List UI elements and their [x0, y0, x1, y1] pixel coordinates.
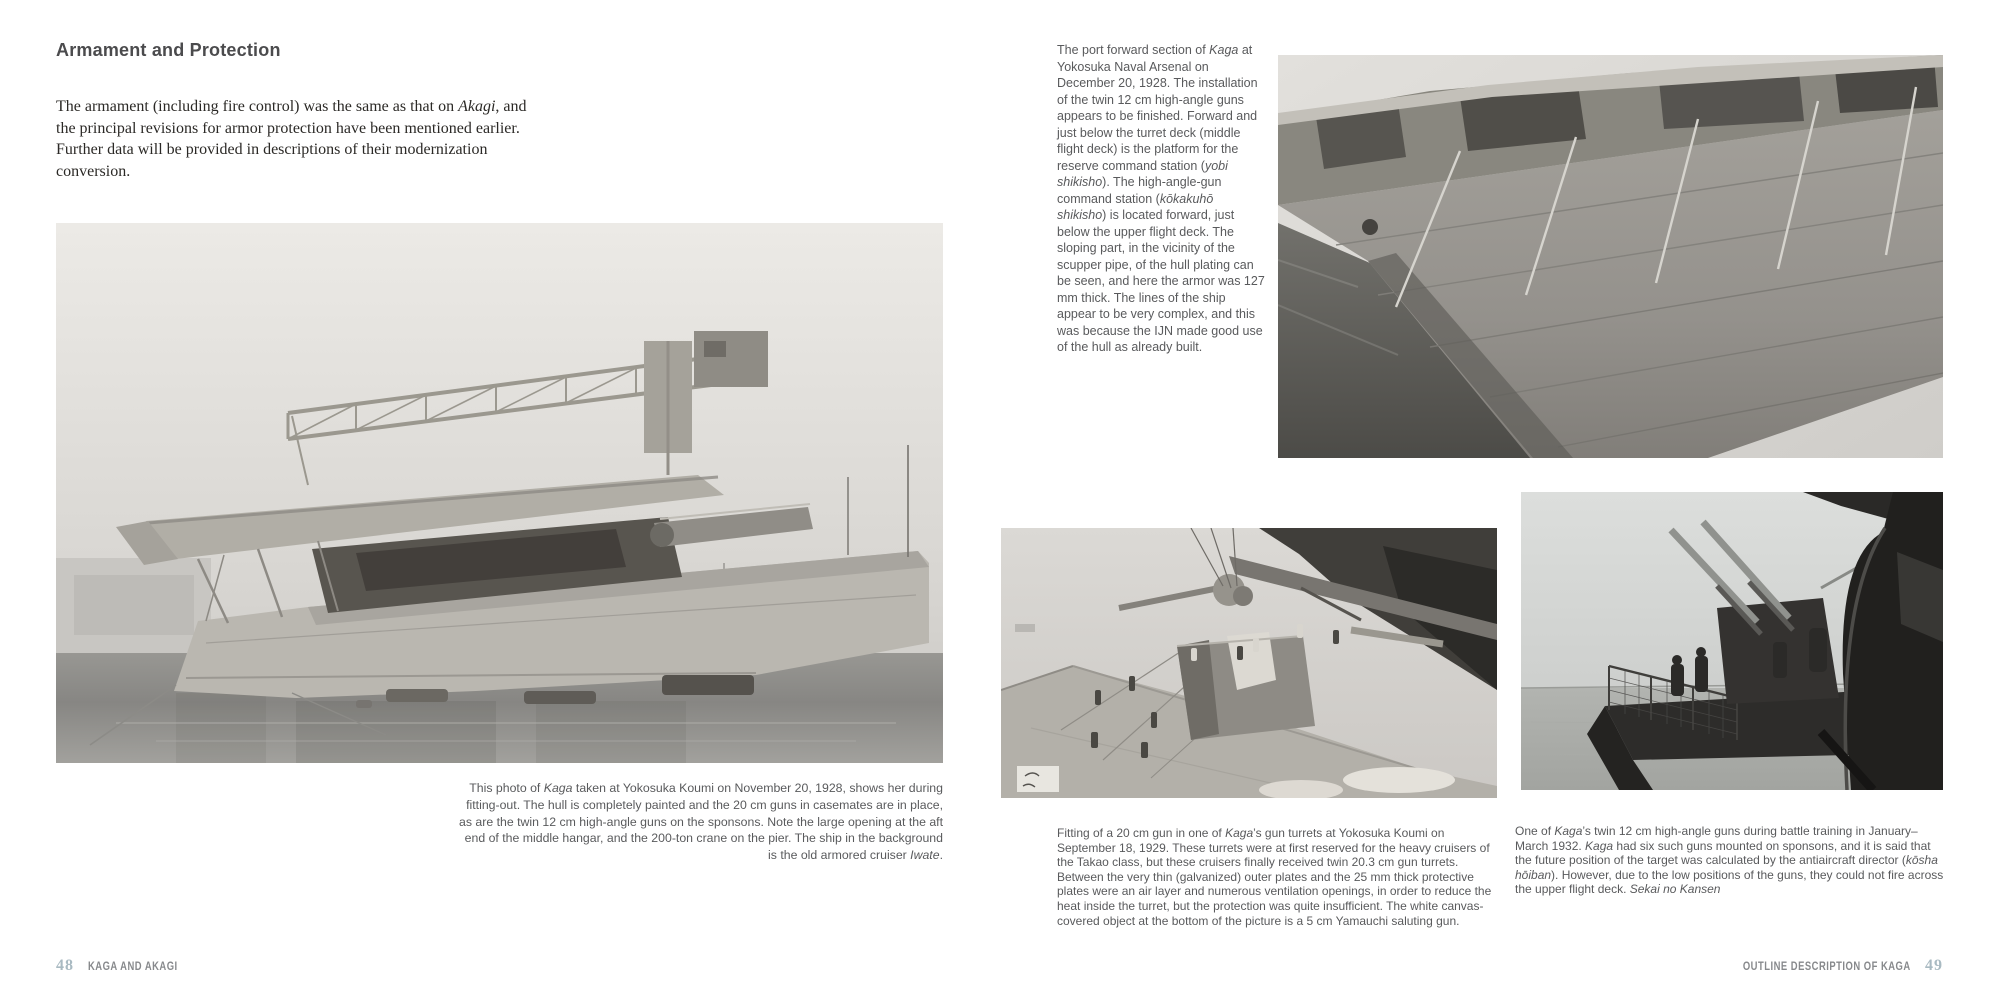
- caption-port-forward-section: The port forward section of Kaga at Yokosuka Naval Arsenal on December 20, 1928. The installation of the twin 12 cm high-angle guns appears to be finished. Forward and just below the turret deck (middle flight deck) is the platform for the reserve command station (yobi shikisho). The high-angle-gun command station (kōkakuhō shikisho) is located forward, just below the upper flight deck. The sloping part, in the vicinity of the scupper pipe, of the hull plating can be seen, and here the armor was 127 mm thick. The lines of the ship appear to be very complex, and this was because the IJN made good use of the hull as already built.: [1057, 43, 1265, 354]
- footer-right: [1706, 957, 1943, 975]
- caption-gun-fitting: Fitting of a 20 cm gun in one of Kaga’s gun turrets at Yokosuka Koumi on September 18, 1929. These turrets were at first reserved for the heavy cruisers of the Takao class, but these cruisers finally received twin 20.3 cm gun turrets. Between the very thin (galvanized) outer plates and the 25 mm thick protective plates were an air layer and numerous ventilation openings, in order to reduce the heat inside the turret, but the protection was quite insufficient. The white canvas-covered object at the bottom of the picture is a 5 cm Yamauchi saluting gun.: [1057, 826, 1492, 928]
- footer-left: [56, 957, 197, 975]
- photo-gun-fitting-art: [1001, 528, 1497, 798]
- photo-kaga-fitting-out-art: [56, 223, 943, 763]
- photo-port-forward-section: [1278, 55, 1943, 458]
- photo-kaga-fitting-out: [56, 223, 943, 763]
- photo-port-forward-section-art: [1278, 55, 1943, 458]
- caption-high-angle-gun: One of Kaga’s twin 12 cm high-angle guns during battle training in January–March 1932. Kaga had six such guns mounted on sponsons, and it is said that the future position of the target was calculated by the antiaircraft director (kōsha hōiban). However, due to the low positions of the guns, they could not fire across the upper flight deck. Sekai no Kansen: [1515, 824, 1944, 897]
- caption-fitting-out: This photo of Kaga taken at Yokosuka Koumi on November 20, 1928, shows her during fitting-out. The hull is completely painted and the 20 cm guns in casemates are in place, as are the twin 12 cm high-angle guns on the sponsons. Note the large opening at the aft end of the middle hangar, and the 200-ton crane on the pier. The ship in the background is the old armored cruiser Iwate.: [459, 781, 943, 863]
- photo-high-angle-gun: [1521, 492, 1943, 790]
- folio-right: 49: [1925, 957, 1943, 974]
- photo-gun-fitting: [1001, 528, 1497, 798]
- folio-left: 48: [56, 957, 74, 974]
- running-head-left: KAGA AND AKAGI: [88, 961, 178, 973]
- section-heading: Armament and Protection: [56, 40, 281, 60]
- photo-high-angle-gun-art: [1521, 492, 1943, 790]
- running-head-right: OUTLINE DESCRIPTION OF KAGA: [1743, 961, 1911, 973]
- body-paragraph: The armament (including fire control) was the same as that on Akagi, and the principal revisions for armor protection have been mentioned earlier. Further data will be provided in descriptions of their modernization conversion.: [56, 98, 527, 180]
